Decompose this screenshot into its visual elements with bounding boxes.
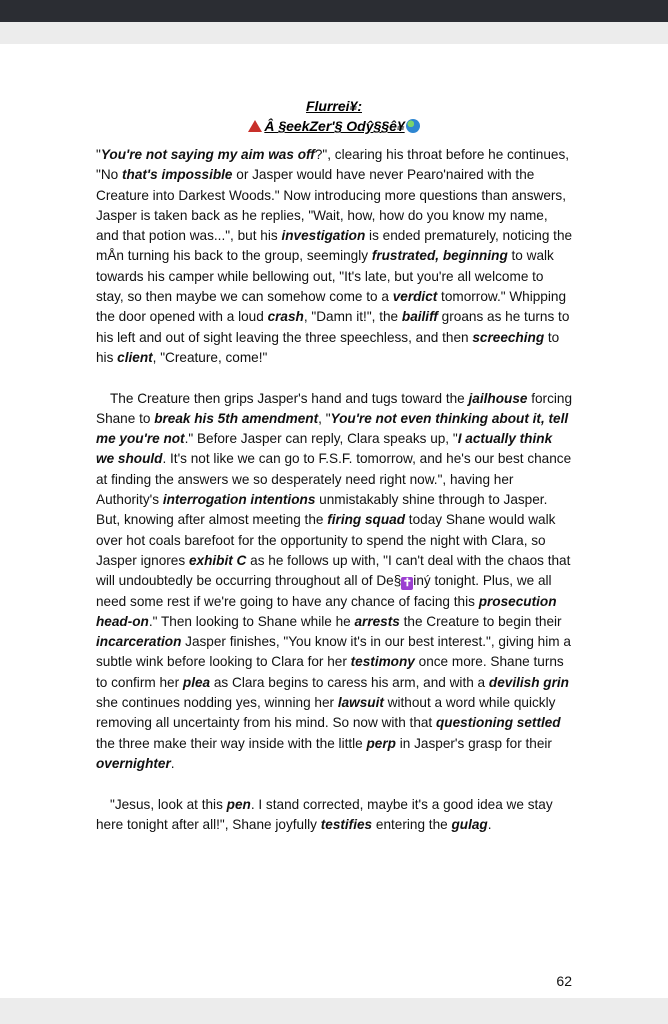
emphasis-text: crash (267, 309, 304, 325)
emphasis-text: verdict (392, 289, 438, 305)
text-run: unmistakably shine through to Jasper. But, knowing after almost meeting the (96, 492, 548, 528)
text-run: . It's not like we can go to F.S.F. tomorrow, and he's our best chance at finding the answers we so desperately need right now.", having her Authority's (96, 451, 572, 508)
text-run: without a word while quickly removing all uncertainty from his mind. So now with that (96, 695, 556, 731)
emphasis-text: bailiff (401, 309, 438, 325)
emphasis-text: lawsuit (337, 695, 384, 711)
text-run: groans as he turns to his left and out of sight leaving the three speechless, and then (96, 309, 570, 345)
emphasis-text: testifies (320, 816, 373, 832)
text-run: is ended prematurely, noticing the mÅn turning his back to the group, seemingly (96, 228, 573, 264)
emphasis-text: interrogation intentions (162, 492, 316, 508)
paragraph-2 (96, 389, 574, 775)
text-run: as Clara begins to caress his arm, and with a (210, 674, 489, 690)
emphasis-text: screeching (472, 329, 545, 345)
text-run: . I stand corrected, maybe it's a good idea we stay here tonight after all!", Shane joyfully (96, 796, 553, 832)
paragraph-3 (96, 795, 574, 836)
paragraph-1 (96, 145, 574, 368)
book-subtitle-text: Â §eekZer'§ Odŷ§§ê¥ (264, 118, 405, 134)
emphasis-text: questioning settled (436, 715, 561, 731)
text-run: ?", clearing his throat before he continues, "No (96, 147, 570, 183)
chapter-header (0, 96, 668, 136)
text-run: iný tonight. Plus, we all need some rest if we're going to have any chance of facing this (96, 573, 552, 609)
emphasis-text: plea (182, 674, 211, 690)
text-run: in Jasper's grasp for their (395, 735, 552, 751)
text-run: the Creature to begin their (399, 613, 562, 629)
emphasis-text: testimony (350, 654, 415, 670)
chapter-title: Flurrei¥: (305, 98, 362, 114)
text-run: to his (96, 329, 560, 365)
emphasis-text: You're not saying my aim was off (100, 147, 315, 162)
emphasis-text: that's impossible (121, 167, 233, 183)
top-status-bar (0, 0, 668, 22)
emphasis-text: perp (366, 735, 396, 751)
emphasis-text: frustrated, beginning (371, 248, 508, 264)
text-run: " (96, 147, 101, 162)
book-subtitle (0, 116, 668, 136)
text-run: , "Damn it!", the (303, 309, 402, 325)
emphasis-text: jailhouse (468, 390, 528, 406)
text-run: once more. Shane turns to confirm her (96, 654, 564, 690)
emphasis-text: You're not even thinking about it, tell me you're not (96, 410, 569, 447)
emphasis-text: devilish grin (488, 674, 569, 690)
text-run: , " (318, 410, 331, 426)
cross-icon: ✝ (402, 577, 412, 590)
text-run: ." Then looking to Shane while he (148, 613, 355, 629)
red-triangle-icon (248, 120, 262, 132)
text-run: tomorrow." Whipping the door opened with a loud (96, 289, 567, 325)
text-run: Jasper finishes, "You know it's in our best interest.", giving him a subtle wink before looking to Clara for her (96, 634, 571, 670)
text-run: as he follows up with, "I can't deal with the chaos that will undoubtedly be occurring throughout all of De§ (96, 552, 571, 589)
emphasis-text: client (117, 349, 153, 365)
emphasis-text: prosecution head-on (96, 593, 557, 629)
text-run: . (170, 755, 175, 771)
emphasis-text: pen (226, 796, 251, 812)
text-run: today Shane would walk over hot coals barefoot for the opportunity to spend the night with Clara, so Jasper ignores (96, 512, 556, 568)
story-body (96, 145, 574, 835)
text-run: the three make their way inside with the little (96, 735, 367, 751)
page-number: 62 (556, 973, 572, 989)
emphasis-text: investigation (281, 228, 366, 244)
text-run: she continues nodding yes, winning her (96, 695, 338, 711)
emphasis-text: gulag (451, 816, 488, 832)
emphasis-text: incarceration (96, 634, 182, 650)
text-run: , "Creature, come!" (152, 349, 268, 365)
text-run: to walk towards his camper while bellowing out, "It's late, but you're all welcome to stay, so then maybe we can somehow come to a (96, 248, 554, 305)
text-run: "Jesus, look at this (110, 796, 227, 812)
text-run: ." Before Jasper can reply, Clara speaks up, " (184, 431, 458, 447)
emphasis-text: overnighter (96, 755, 171, 771)
emphasis-text: I actually think we should (96, 431, 553, 467)
text-run: forcing Shane to (96, 390, 573, 426)
text-run: The Creature then grips Jasper's hand and tugs toward the (110, 390, 469, 406)
text-run: or Jasper would have never Pearo'naired with the Creature into Darkest Woods." Now introducing more questions than answers, Jasper is taken back as he replies, "Wait, how, how do you know my name, and that potion was...", but his (96, 167, 567, 244)
emphasis-text: firing squad (327, 512, 406, 528)
globe-icon (406, 119, 420, 133)
emphasis-text: exhibit C (188, 552, 247, 568)
book-page (0, 44, 668, 998)
text-run: entering the (372, 816, 452, 832)
emphasis-text: arrests (354, 613, 400, 629)
text-run: . (487, 816, 492, 832)
emphasis-text: break his 5th amendment (154, 410, 319, 426)
